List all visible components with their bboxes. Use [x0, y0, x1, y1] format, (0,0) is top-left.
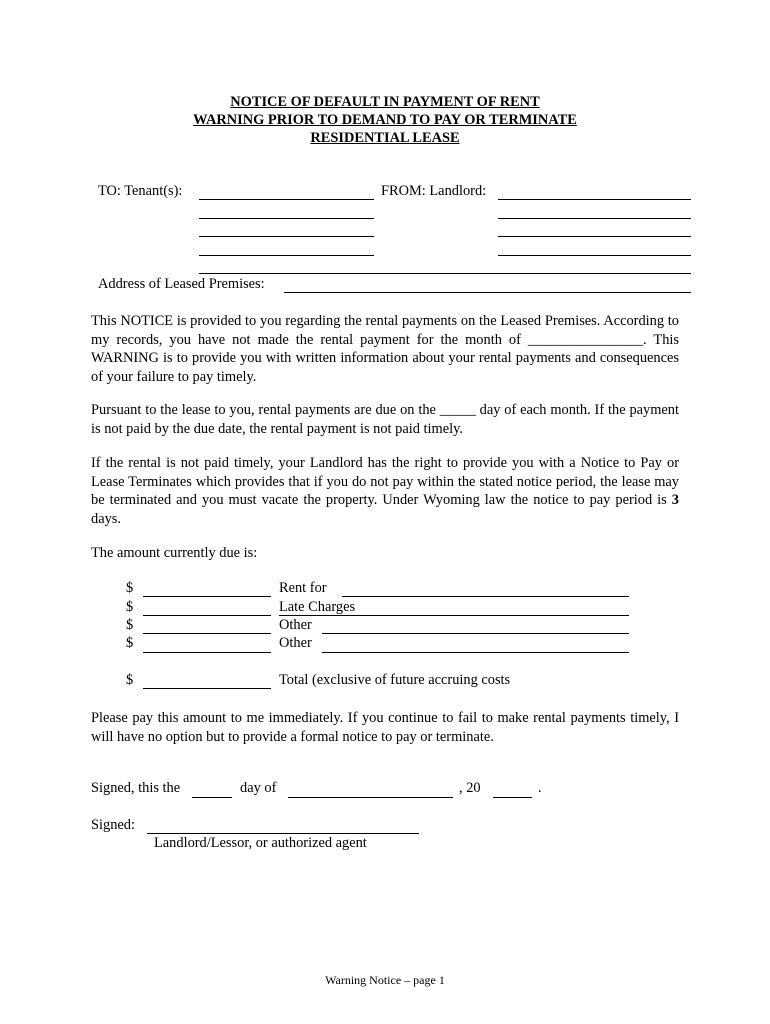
paragraph-rights-text: If the rental is not paid timely, your Landlord has the right to provide you with a Notice to Pay or Lease Terminates which provides that if you do not pay within the stated notice period, the lease may be terminated and you must vacate the property. Under Wyoming law the notice to pay period is [91, 455, 679, 509]
late-charges-label: Late Charges [279, 599, 356, 615]
other-2-line[interactable] [322, 652, 629, 653]
landlord-name-line-1[interactable] [498, 199, 691, 200]
signed-label: Signed: [91, 817, 135, 833]
other-1-label: Other [279, 617, 312, 633]
from-landlord-label: FROM: Landlord: [381, 183, 487, 199]
signature-line[interactable] [147, 833, 419, 834]
landlord-name-line-2[interactable] [498, 218, 691, 219]
rent-for-line[interactable] [342, 596, 629, 597]
signed-month-line[interactable] [288, 797, 453, 798]
rent-for-label: Rent for [279, 580, 327, 596]
signer-caption: Landlord/Lessor, or authorized agent [154, 835, 367, 851]
paragraph-demand [91, 709, 679, 746]
premises-address-line-1[interactable] [199, 273, 691, 274]
other-1-amount-line[interactable] [143, 633, 271, 634]
title-line-1: NOTICE OF DEFAULT IN PAYMENT OF RENT [230, 94, 540, 110]
day-of-label: day of [240, 780, 277, 796]
late-charges-amount-line[interactable] [143, 615, 271, 616]
tenant-name-line-3[interactable] [199, 236, 374, 237]
landlord-name-line-4[interactable] [498, 255, 691, 256]
paragraph-rights [91, 454, 679, 528]
dollar-sign: $ [126, 580, 134, 596]
total-amount-line[interactable] [143, 688, 271, 689]
total-label: Total (exclusive of future accruing costs [279, 672, 511, 688]
page-footer: Warning Notice – page 1 [325, 973, 445, 987]
tenant-name-line-4[interactable] [199, 255, 374, 256]
paragraph-notice-text: This NOTICE is provided to you regarding the rental payments on the Leased Premises. According to my records, you have not made the rental payment for the month of ________________. This WARNING is to provide you with written information about your rental payments and consequences of your failure to pay timely. [91, 313, 679, 385]
paragraph-demand-text: Please pay this amount to me immediately. If you continue to fail to make rental payments timely, I will have no option but to provide a formal notice to pay or terminate. [91, 710, 679, 745]
paragraph-rights-suffix: days. [91, 510, 121, 527]
title-line-3: RESIDENTIAL LEASE [310, 130, 460, 146]
dollar-sign: $ [126, 599, 134, 615]
amount-intro: The amount currently due is: [91, 545, 258, 561]
other-2-amount-line[interactable] [143, 652, 271, 653]
other-2-label: Other [279, 635, 312, 651]
notice-period-days: 3 [671, 492, 679, 509]
rent-amount-line[interactable] [143, 596, 271, 597]
sentence-period: . [538, 780, 542, 796]
paragraph-due-date-text: Pursuant to the lease to you, rental payments are due on the _____ day of each month. If the payment is not paid by the due date, the rental payment is not paid timely. [91, 402, 679, 437]
dollar-sign: $ [126, 617, 134, 633]
other-1-line[interactable] [322, 633, 629, 634]
year-prefix: , 20 [459, 780, 481, 796]
premises-address-line-2[interactable] [284, 292, 691, 293]
paragraph-due-date [91, 401, 679, 438]
signed-this-label: Signed, this the [91, 780, 181, 796]
signed-year-line[interactable] [493, 797, 532, 798]
landlord-name-line-3[interactable] [498, 236, 691, 237]
tenant-name-line-2[interactable] [199, 218, 374, 219]
to-tenant-label: TO: Tenant(s): [98, 183, 183, 199]
signed-day-line[interactable] [192, 797, 232, 798]
title-line-2: WARNING PRIOR TO DEMAND TO PAY OR TERMINATE [193, 112, 577, 128]
dollar-sign: $ [126, 672, 134, 688]
address-label: Address of Leased Premises: [98, 276, 265, 292]
paragraph-notice [91, 312, 679, 386]
dollar-sign: $ [126, 635, 134, 651]
tenant-name-line-1[interactable] [199, 199, 374, 200]
